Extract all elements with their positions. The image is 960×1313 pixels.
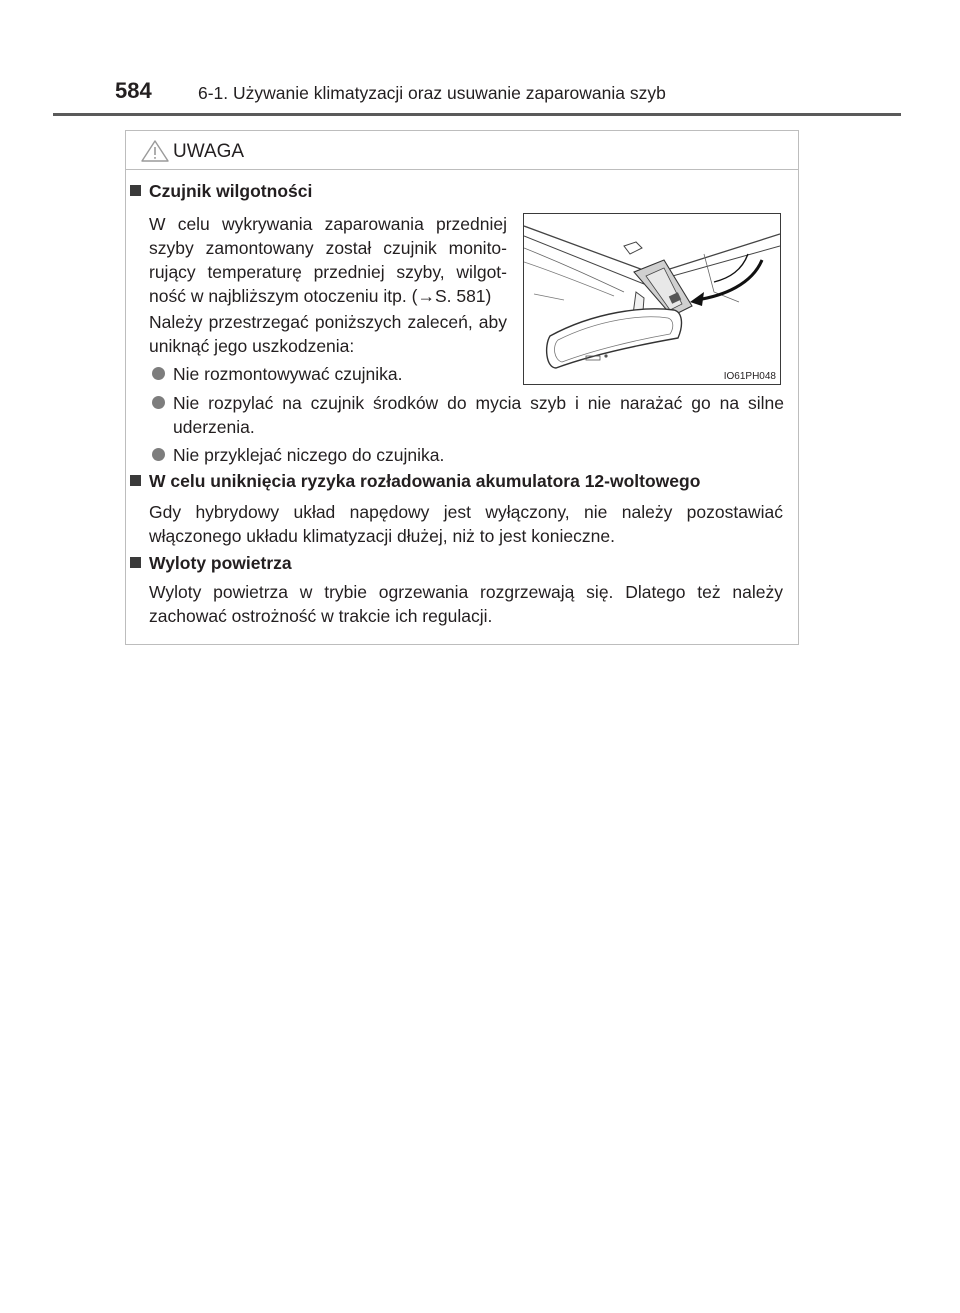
square-bullet-icon xyxy=(130,557,141,568)
round-bullet-icon xyxy=(152,396,165,409)
header-rule xyxy=(53,113,901,116)
square-bullet-icon xyxy=(130,185,141,196)
section-title-air-vents: Wyloty powietrza xyxy=(130,553,292,574)
chapter-title: 6-1. Używanie klimatyzacji oraz usuwanie zaparowania szyb xyxy=(198,83,666,103)
sensor-illustration xyxy=(523,213,781,385)
round-bullet-icon xyxy=(152,367,165,380)
section-title-humidity-sensor: Czujnik wilgotności xyxy=(130,181,312,202)
section-title-battery: W celu uniknięcia ryzyka rozładowania akumulatora 12-woltowego xyxy=(130,471,700,492)
paragraph-sensor-instructions: Należy przestrzegać poniższych zaleceń, aby uniknąć jego uszkodzenia: xyxy=(149,312,507,356)
warning-triangle-icon xyxy=(140,139,170,163)
figure-code: IO61PH048 xyxy=(723,371,776,382)
rearview-mirror-sensor-image xyxy=(524,214,780,384)
paragraph-air-vents: Wyloty powietrza w trybie ogrzewania rozgrzewają się. Dlatego też należy zachować ostrożność w trakcie ich regulacji. xyxy=(149,582,783,626)
paragraph-sensor-description: W celu wykrywania zaparowania przedniej szyby zamontowany został czujnik monito-rujący temperaturę przedniej szyby, wilgot-ność w najbliższym otoczeniu itp. (→S. 581) xyxy=(149,214,507,306)
round-bullet-icon xyxy=(152,448,165,461)
page-header xyxy=(53,78,901,114)
warning-title: UWAGA xyxy=(173,141,245,162)
square-bullet-icon xyxy=(130,475,141,486)
page-number: 584 xyxy=(115,78,152,103)
paragraph-battery: Gdy hybrydowy układ napędowy jest wyłączony, nie należy pozostawiać włączonego układu klimatyzacji dłużej, niż to jest konieczne. xyxy=(149,502,783,546)
warning-header xyxy=(126,131,798,170)
